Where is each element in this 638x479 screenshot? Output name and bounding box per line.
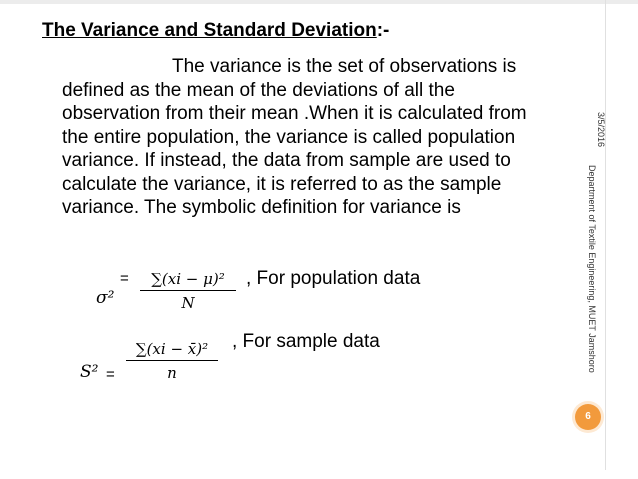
paragraph-line: defined as the mean of the deviations of all the: [62, 79, 455, 101]
side-divider: [605, 0, 606, 470]
sample-fraction: [126, 340, 218, 382]
slide-title: [42, 20, 389, 42]
title-text: The Variance and Standard Deviation: [42, 20, 377, 41]
paragraph-line: variance. The symbolic definition for variance is: [62, 197, 461, 218]
sample-variance-symbol: S²: [80, 362, 99, 382]
paragraph-line: variance. If instead, the data from sample are used to: [62, 150, 511, 171]
population-numerator: ∑(xi − μ)²: [151, 270, 225, 288]
definition-paragraph: [62, 55, 582, 220]
paragraph-line: calculate the variance, it is referred to as the sample: [62, 173, 502, 195]
population-variance-symbol: σ²: [96, 288, 115, 308]
title-suffix: :-: [376, 20, 390, 41]
population-equals-sign: =: [120, 270, 129, 287]
top-border: [0, 0, 638, 4]
paragraph-line: observation from their mean .When it is calculated from: [62, 103, 527, 124]
sample-numerator: ∑(xi − x̄)²: [135, 340, 209, 358]
population-fraction: [140, 270, 236, 312]
sample-label: , For sample data: [232, 331, 380, 352]
population-denominator: N: [181, 294, 195, 312]
page-number-badge: 6: [575, 404, 601, 430]
sample-denominator: n: [167, 364, 177, 382]
paragraph-line: The variance is the set of observations is: [172, 56, 517, 77]
population-label: , For population data: [246, 268, 421, 289]
sample-equals-sign: =: [106, 366, 115, 383]
slide-date: 3/5/2016: [596, 112, 606, 148]
department-footer: Department of Textile Engineering, MUET Jamshoro: [587, 165, 597, 373]
paragraph-line: the entire population, the variance is called population: [62, 126, 516, 148]
